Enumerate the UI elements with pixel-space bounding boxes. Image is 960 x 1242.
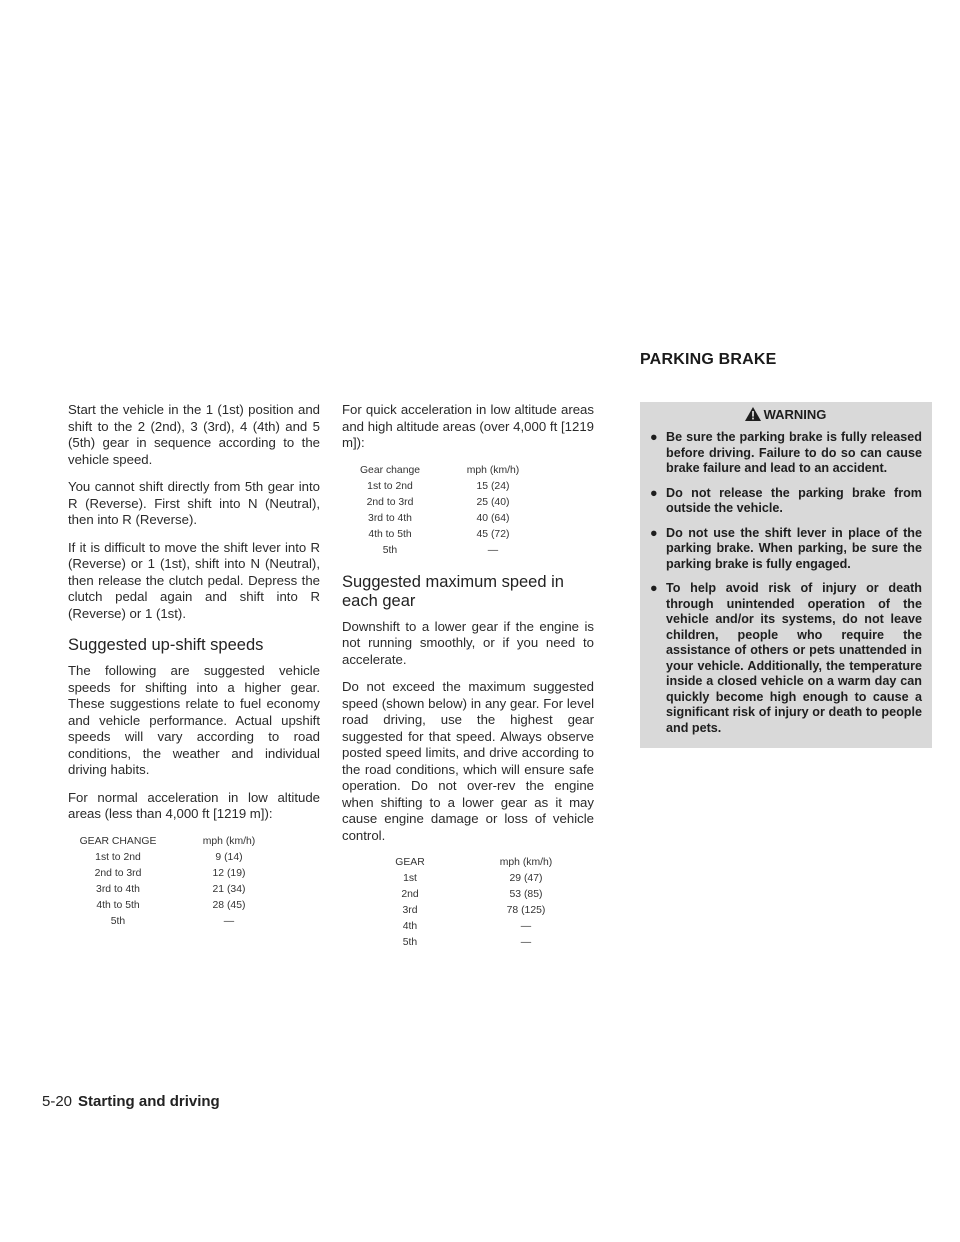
page-number: 5-20 — [42, 1093, 73, 1110]
heading-max-speed: Suggested maximum speed in each gear — [342, 572, 564, 610]
table-cell: — — [223, 915, 235, 927]
warning-item — [648, 430, 922, 477]
warning-item — [648, 581, 922, 736]
paragraph: If it is difficult to move the shift lever into R (Reverse) or 1 (1st), shift into N (Neutral), then release the clutch pedal. Depress the clutch pedal again and shift into R (Reverse) or 1 (1st). — [68, 539, 320, 621]
table-cell: 28 (45) — [212, 899, 246, 911]
table-cell: 1st to 2nd — [95, 851, 141, 863]
table-row — [348, 935, 580, 951]
table-header: GEAR CHANGE — [79, 835, 157, 847]
page-footer — [42, 1093, 220, 1110]
warning-item-text: Do not use the shift lever in place of the parking brake. When parking, be sure the parking brake is fully engaged. — [666, 525, 922, 571]
table-header-row — [348, 855, 580, 871]
table-header-row — [342, 463, 548, 479]
chapter-title: Starting and driving — [78, 1093, 220, 1110]
table-row — [342, 511, 548, 527]
table-row — [70, 898, 292, 914]
table-cell: 4th to 5th — [96, 899, 140, 911]
warning-list — [648, 430, 922, 736]
warning-item-text: Be sure the parking brake is fully released before driving. Failure to do so can cause brake failure and lead to an accident. — [666, 430, 922, 475]
table-cell: 2nd to 3rd — [366, 496, 414, 508]
table-cell: 1st to 2nd — [367, 480, 413, 492]
table-max-speed — [348, 855, 580, 951]
table-header: mph (km/h) — [499, 857, 553, 868]
table-row — [70, 914, 292, 930]
table-row — [348, 871, 580, 887]
section-title: PARKING BRAKE — [640, 351, 777, 368]
warning-title — [648, 406, 922, 424]
table-row — [342, 543, 548, 559]
bullet: ● — [650, 525, 658, 540]
table-cell: 12 (19) — [212, 867, 246, 879]
bullet: ● — [650, 485, 658, 500]
warning-item — [648, 526, 922, 573]
paragraph: For quick acceleration in low altitude areas and high altitude areas (over 4,000 ft [1219 m]): — [342, 402, 594, 450]
table-cell: 3rd — [402, 905, 418, 916]
warning-item-text: Do not release the parking brake from outside the vehicle. — [666, 485, 922, 515]
table-cell: 53 (85) — [509, 889, 543, 900]
paragraph: Do not exceed the maximum suggested speed (shown below) in any gear. For level road driving, use the highest gear suggested for that speed. Always observe posted speed limits, and drive according to the road conditions, which will ensure safe operation. Do not over-rev the engine when shifting to a lower gear as it may cause engine damage or loss of vehicle control. — [342, 679, 594, 843]
heading-upshift-speeds: Suggested up-shift speeds — [68, 636, 264, 654]
table-cell: 5th — [110, 915, 126, 927]
table-header-row — [70, 834, 292, 850]
table-row — [342, 495, 548, 511]
warning-title-text: WARNING — [763, 407, 827, 422]
table-cell: 5th — [402, 937, 418, 948]
table-cell: 3rd to 4th — [96, 883, 140, 895]
table-normal-acceleration — [70, 834, 292, 930]
table-cell: 25 (40) — [476, 496, 510, 508]
column-left — [68, 402, 320, 942]
table-header: Gear change — [359, 464, 421, 476]
table-cell: 2nd to 3rd — [94, 867, 142, 879]
table-cell: 4th to 5th — [368, 528, 412, 540]
table-row — [348, 919, 580, 935]
table-cell: 4th — [402, 921, 418, 932]
warning-box — [640, 402, 932, 748]
table-quick-acceleration — [342, 463, 548, 559]
table-cell: 21 (34) — [212, 883, 246, 895]
table-row — [348, 887, 580, 903]
table-cell: 2nd — [401, 889, 419, 900]
table-cell: 78 (125) — [506, 905, 546, 916]
table-row — [342, 527, 548, 543]
paragraph: The following are suggested vehicle speeds for shifting into a higher gear. These suggestions relate to fuel economy and vehicle performance. Actual upshift speeds will vary according to road conditions, the weather and individual driving habits. — [68, 663, 320, 777]
table-header: GEAR — [395, 857, 425, 868]
table-cell: 15 (24) — [476, 480, 510, 492]
warning-item — [648, 486, 922, 517]
paragraph: You cannot shift directly from 5th gear into R (Reverse). First shift into N (Neutral), then into R (Reverse). — [68, 479, 320, 527]
table-row — [70, 866, 292, 882]
paragraph: Downshift to a lower gear if the engine is not running smoothly, or if you need to accelerate. — [342, 618, 594, 667]
paragraph: Start the vehicle in the 1 (1st) position and shift to the 2 (2nd), 3 (3rd), 4 (4th) and 5 (5th) gear in sequence according to the vehicle speed. — [68, 402, 320, 467]
table-row — [70, 850, 292, 866]
table-header: mph (km/h) — [202, 835, 256, 847]
column-middle — [342, 402, 594, 963]
table-header: mph (km/h) — [466, 464, 520, 476]
table-cell: 9 (14) — [215, 851, 243, 863]
table-cell: 29 (47) — [509, 873, 543, 884]
table-cell: — — [487, 544, 499, 556]
table-cell: 45 (72) — [476, 528, 510, 540]
column-right — [640, 402, 932, 748]
bullet: ● — [650, 581, 658, 595]
table-cell: 1st — [403, 873, 417, 884]
table-cell: — — [520, 937, 532, 948]
table-row — [70, 882, 292, 898]
table-cell: 40 (64) — [476, 512, 510, 524]
table-row — [348, 903, 580, 919]
paragraph: For normal acceleration in low altitude areas (less than 4,000 ft [1219 m]): — [68, 789, 320, 821]
table-cell: — — [520, 921, 532, 932]
table-row — [342, 479, 548, 495]
table-cell: 3rd to 4th — [368, 512, 412, 524]
bullet: ● — [650, 430, 658, 444]
table-cell: 5th — [382, 544, 398, 556]
warning-item-text: To help avoid risk of injury or death through unintended operation of the vehicle and/or its systems, do not leave children, people who require the assistance of others or pets unattended in your vehicle. Additionally, the temperature inside a closed vehicle on a warm day can quickly become high enough to cause a significant risk of injury or death to people and pets. — [666, 581, 922, 735]
warning-icon — [744, 406, 762, 422]
